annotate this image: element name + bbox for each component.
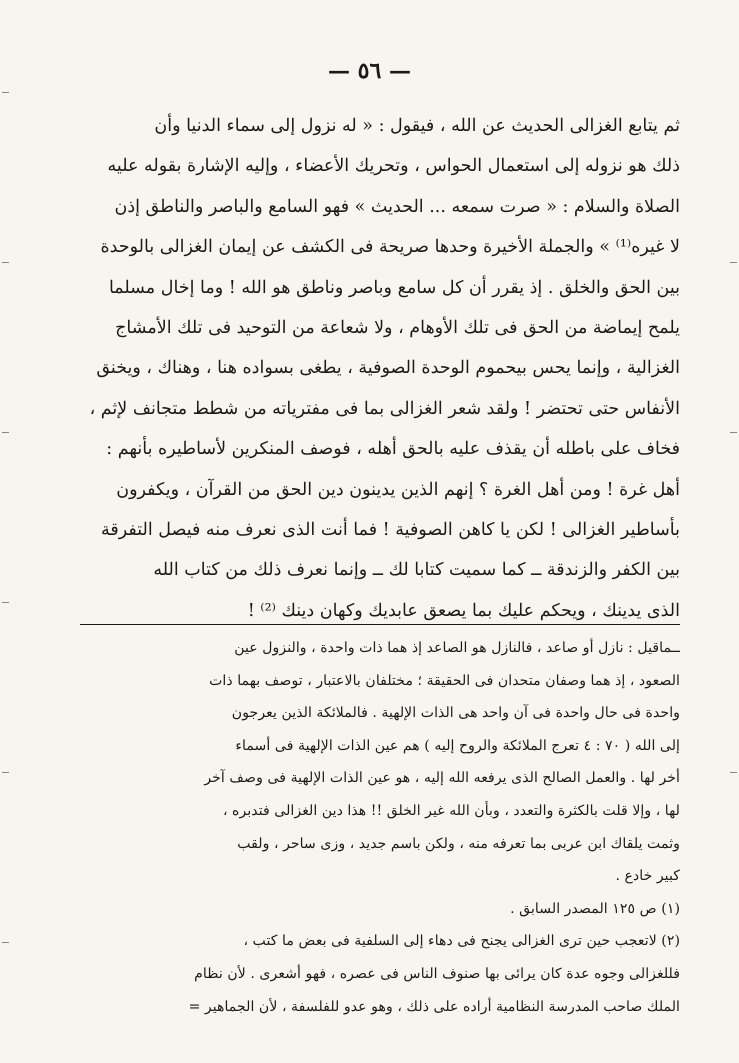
main-text xyxy=(80,106,680,631)
edge-mark xyxy=(2,772,9,773)
edge-mark xyxy=(2,602,9,603)
text-line: بأساطير الغزالى ! لكن يا كاهن الصوفية ! فما أنت الذى نعرف منه فيصل التفرقة xyxy=(100,519,680,540)
text-line: الأنفاس حتى تحتضر ! ولقد شعر الغزالى بما فى مفترياته من شطط متجانف لإثم ، xyxy=(89,398,680,419)
text-line: فخاف على باطله أن يقذف عليه بالحق أهله ، فوصف المنكرين لأساطيره بأنهم : xyxy=(106,439,680,460)
footnote-line: ــماقيل : نازل أو صاعد ، فالنازل هو الصاعد إذ هما ذات واحدة ، والنزول عين xyxy=(234,640,680,656)
edge-mark xyxy=(730,262,737,263)
footnote-line: كبير خادع . xyxy=(615,868,680,885)
text-line: بين الكفر والزندقة ــ كما سميت كتابا لك ــ وإنما نعرف ذلك من كتاب الله xyxy=(153,560,680,581)
edge-mark xyxy=(730,432,737,433)
footnote-line: فللغزالى وجوه عدة كان يرائى بها صنوف الناس فى عصره ، فهو أشعرى . لأن نظام xyxy=(194,965,680,982)
footnote-line: (١) ص ١٢٥ المصدر السابق . xyxy=(510,900,680,917)
text-line: يلمح إيماضة من الحق فى تلك الأوهام ، ولا شعاعة من التوحيد فى تلك الأمشاج xyxy=(115,317,680,338)
footnote-line: لها ، وإلا قلت بالكثرة والتعدد ، وبأن الله غير الخلق !! هذا دين الغزالى فتدبره ، xyxy=(222,802,680,819)
footnote-line: الصعود ، إذ هما وصفان متحدان فى الحقيقة ؛ مختلفان بالاعتبار ، توصف بهما ذات xyxy=(209,672,680,689)
text-line: الذى يدينك ، ويحكم عليك بما يصعق عابديك وكهان دينك ⁽²⁾ ! xyxy=(247,600,680,621)
text-line: بين الحق والخلق . إذ يقرر أن كل سامع وباصر وناطق هو الله ! وما إخال مسلما xyxy=(108,277,680,298)
footnotes xyxy=(80,632,680,1023)
footnote-divider xyxy=(80,624,680,625)
footnote-line: إلى الله ( ٧٠ : ٤ تعرج الملائكة والروح إليه ) هم عين الذات الإلهية فى أسماء xyxy=(235,737,680,754)
edge-mark xyxy=(2,92,9,93)
edge-mark xyxy=(730,772,737,773)
footnote-line: وثمت يلقاك ابن عربى بما تعرفه منه ، ولكن باسم جديد ، وزى ساحر ، ولقب xyxy=(237,835,680,852)
text-line: ذلك هو نزوله إلى استعمال الحواس ، وتحريك الأعضاء ، وإليه الإشارة بقوله عليه xyxy=(107,156,680,177)
edge-mark xyxy=(2,262,9,263)
text-line: أهل غرة ! ومن أهل الغرة ؟ إنهم الذين يدينون دين الحق من القرآن ، ويكفرون xyxy=(116,479,680,500)
text-line: ثم يتابع الغزالى الحديث عن الله ، فيقول : « له نزول إلى سماء الدنيا وأن xyxy=(154,116,680,136)
edge-mark xyxy=(2,942,9,943)
footnote-line: (٢) لاتعجب حين ترى الغزالى يجنح فى دهاء إلى السلفية فى بعض ما كتب ، xyxy=(243,933,680,950)
page-number: — ٥٦ — xyxy=(328,58,411,84)
footnote-line: أخر لها . والعمل الصالح الذى يرفعه الله إليه ، هو عين الذات الإلهية فى وصف آخر xyxy=(204,770,680,787)
footnote-line: واحدة فى حال واحدة فى آن واحد هى الذات الإلهية . فالملائكة الذين يعرجون xyxy=(231,705,680,722)
text-line: لا غيره⁽¹⁾ » والجملة الأخيرة وحدها صريحة فى الكشف عن إيمان الغزالى بالوحدة xyxy=(100,237,680,258)
text-line: الغزالية ، وإنما يحس بيحموم الوحدة الصوفية ، يطغى بسواده هنا ، وهناك ، ويخنق xyxy=(96,358,680,379)
footnote-line: الملك صاحب المدرسة النظامية أراده على ذلك ، وهو عدو للفلسفة ، لأن الجماهير = xyxy=(188,998,680,1015)
edge-mark xyxy=(2,432,9,433)
text-line: الصلاة والسلام : « صرت سمعه ... الحديث » فهو السامع والباصر والناطق إذن xyxy=(114,196,680,217)
